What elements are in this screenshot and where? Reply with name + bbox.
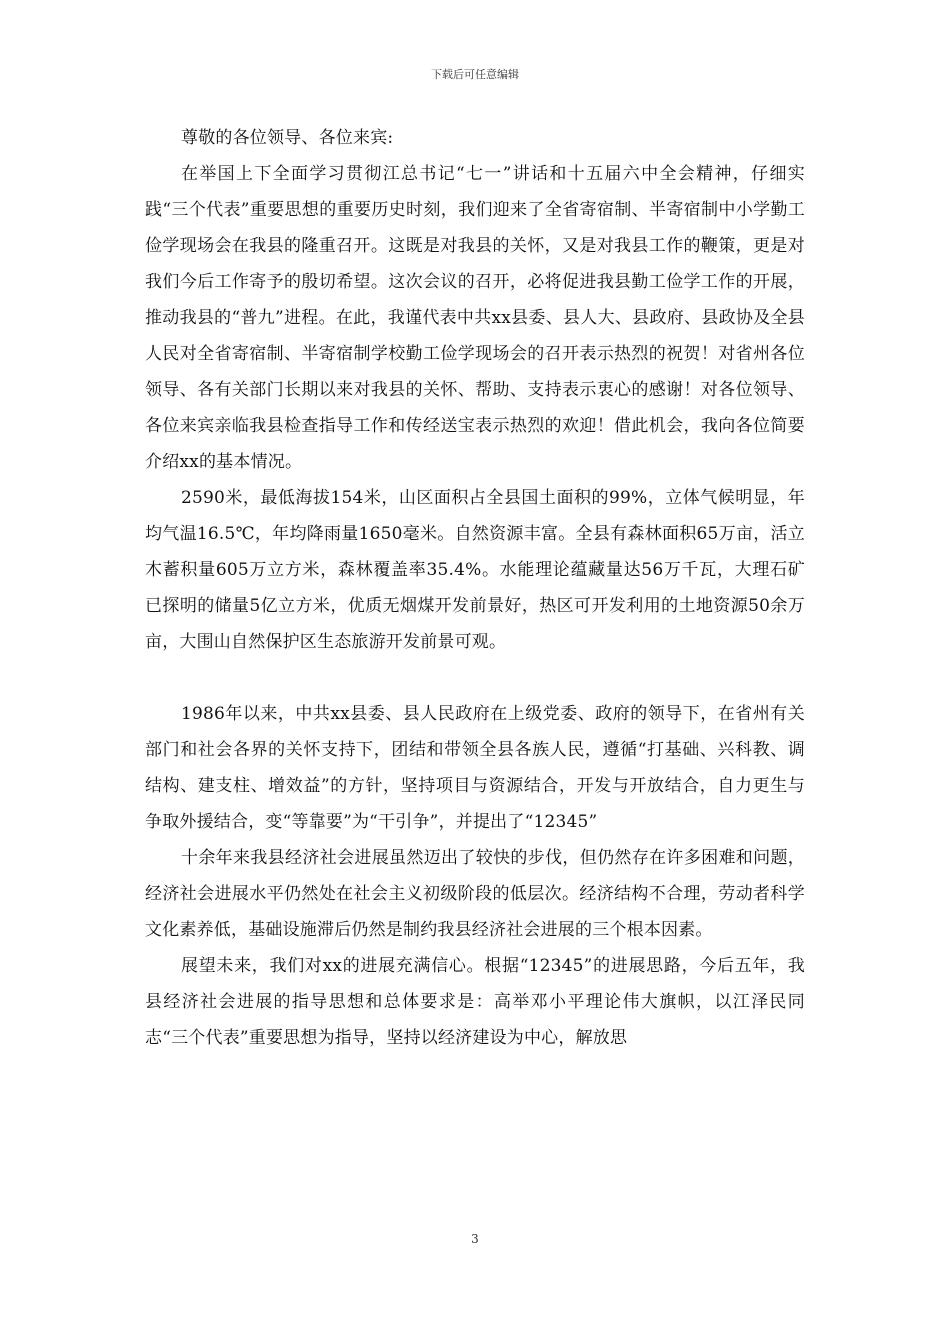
paragraph-welcome: 在举国上下全面学习贯彻江总书记“七一”讲话和十五届六中全会精神，仔细实践“三个代表”重要思想的重要历史时刻，我们迎来了全省寄宿制、半寄宿制中小学勤工俭学现场会在我县的隆重召开。这既是对我县的关怀，又是对我县工作的鞭策，更是对我们今后工作寄予的殷切希望。这次会议的召开，必将促进我县勤工俭学工作的开展，推动我县的“普九”进程。在此，我谨代表中共xx县委、县人大、县政府、县政协及全县人民对全省寄宿制、半寄宿制学校勤工俭学现场会的召开表示热烈的祝贺！对省州各位领导、各有关部门长期以来对我县的关怀、帮助、支持表示衷心的感谢！对各位领导、各位来宾亲临我县检查指导工作和传经送宝表示热烈的欢迎！借此机会，我向各位简要介绍xx的基本情况。 (145, 164, 805, 472)
document-body (145, 120, 805, 1056)
page-header: 下载后可任意编辑 (431, 68, 519, 81)
paragraph-gap (145, 660, 805, 696)
paragraph-outlook: 展望未来，我们对xx的进展充满信心。根据“12345”的进展思路，今后五年，我县经济社会进展的指导思想和总体要求是：高举邓小平理论伟大旗帜，以江泽民同志“三个代表”重要思想为指导，坚持以经济建设为中心，解放思 (145, 956, 805, 1048)
page-number: 3 (471, 1232, 479, 1246)
paragraph-problems: 十余年来我县经济社会进展虽然迈出了较快的步伐，但仍然存在许多困难和问题，经济社会进展水平仍然处在社会主义初级阶段的低层次。经济结构不合理，劳动者科学文化素养低，基础设施滞后仍然是制约我县经济社会进展的三个根本因素。 (145, 848, 805, 940)
paragraph-geography: 2590米，最低海拔154米，山区面积占全县国土面积的99%，立体气候明显，年均气温16.5℃，年均降雨量1650毫米。自然资源丰富。全县有森林面积65万亩，活立木蓄积量605万立方米，森林覆盖率35.4%。水能理论蕴藏量达56万千瓦，大理石矿已探明的储量5亿立方米，优质无烟煤开发前景好，热区可开发利用的土地资源50余万亩，大围山自然保护区生态旅游开发前景可观。 (145, 488, 805, 652)
paragraph-history: 1986年以来，中共xx县委、县人民政府在上级党委、政府的领导下，在省州有关部门和社会各界的关怀支持下，团结和带领全县各族人民，遵循“打基础、兴科教、调结构、建支柱、增效益”的方针，坚持项目与资源结合，开发与开放结合，自力更生与争取外援结合，变“等靠要”为“干引争”，并提出了“12345” (145, 704, 805, 832)
greeting: 尊敬的各位领导、各位来宾: (181, 128, 394, 148)
